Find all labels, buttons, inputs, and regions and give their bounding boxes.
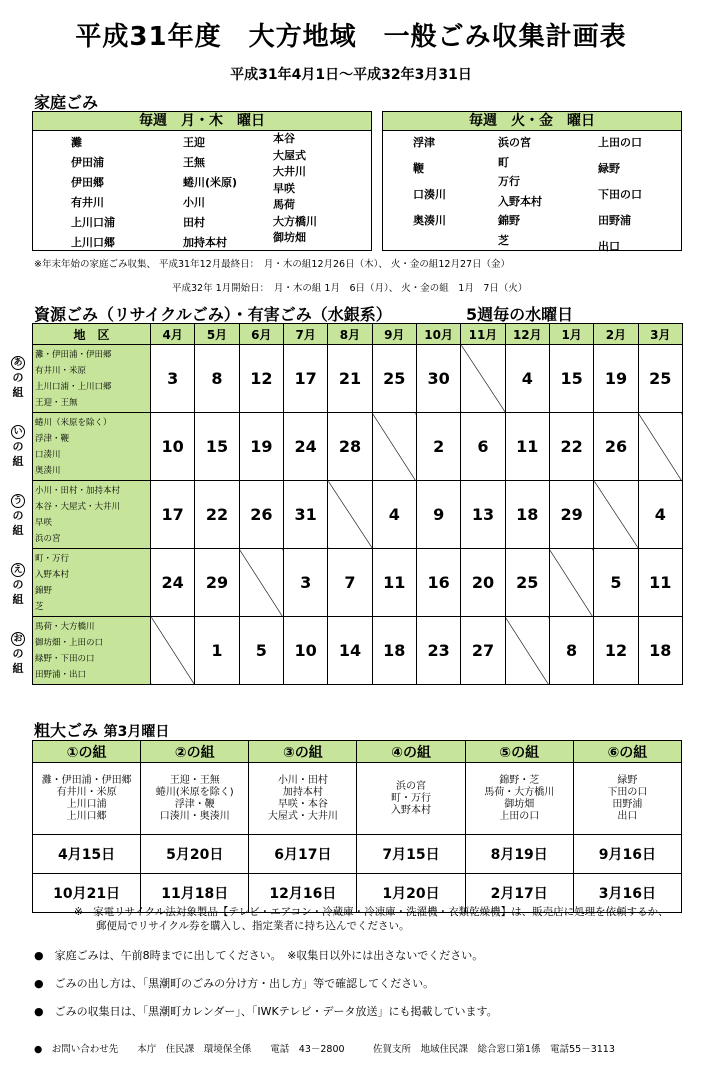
group-areas: 蜷川（米原を除く） 浮津・鞭 口湊川 奥湊川 <box>33 413 151 481</box>
area-name: 出口 <box>598 240 620 253</box>
area-name: 下田の口 <box>598 188 642 201</box>
collection-day: 9 <box>416 481 460 549</box>
collection-day: 15 <box>195 413 239 481</box>
collection-day: 1 <box>195 617 239 685</box>
area-name: 緑野 <box>598 162 620 175</box>
group-row <box>33 617 683 685</box>
area-name: 灘 <box>71 136 82 149</box>
collection-day: 14 <box>328 617 372 685</box>
collection-day: 19 <box>239 413 283 481</box>
collection-day: 26 <box>239 481 283 549</box>
month-header: 5月 <box>195 324 239 345</box>
collection-day: 2 <box>416 413 460 481</box>
collection-day <box>505 617 549 685</box>
collection-day <box>328 481 372 549</box>
area-name: 奥湊川 <box>413 214 446 227</box>
mon-thu-header: 毎週 月・木 曜日 <box>33 112 371 131</box>
collection-day: 25 <box>638 345 682 413</box>
bulky-date: 1月20日 <box>357 874 465 913</box>
month-header: 9月 <box>372 324 416 345</box>
area-name: 有井川 <box>71 196 104 209</box>
area-name: 田野浦 <box>598 214 631 227</box>
month-header: 1月 <box>549 324 593 345</box>
area-name: 大方橋川 <box>273 214 317 228</box>
bulky-group-areas: 浜の宮 町・万行 入野本村 <box>357 763 465 835</box>
area-name: 蜷川(米原) <box>183 176 238 189</box>
collection-day: 6 <box>461 413 505 481</box>
bulky-group-header: ④の組 <box>357 741 465 763</box>
period: 平成31年4月1日～平成32年3月31日 <box>230 67 472 83</box>
contact-info: ● お問い合わせ先 本庁 住民課 環境保全係 電話 43－2800 佐賀支所 地域住民課 総合窓口第1係 電話55－3113 <box>34 1044 615 1055</box>
area-name: 口湊川 <box>413 188 446 201</box>
bulky-group-areas: 錦野・芝 馬荷・大方橋川 御坊畑 上田の口 <box>465 763 573 835</box>
collection-day: 18 <box>505 481 549 549</box>
group-label: う の 組 <box>12 496 24 537</box>
group-row <box>33 345 683 413</box>
collection-day: 26 <box>594 413 638 481</box>
area-name: 加持本村 <box>183 236 227 249</box>
collection-day: 21 <box>328 345 372 413</box>
area-name: 浮津 <box>413 136 435 149</box>
collection-day: 4 <box>638 481 682 549</box>
recycle-heading: 資源ごみ（リサイクルごみ）・有害ごみ（水銀系） <box>34 305 392 324</box>
collection-day: 29 <box>549 481 593 549</box>
group-label: え の 組 <box>12 565 24 606</box>
bulky-date: 10月21日 <box>33 874 141 913</box>
bulky-date: 4月15日 <box>33 835 141 874</box>
collection-day: 17 <box>151 481 195 549</box>
group-label: い の 組 <box>12 427 24 468</box>
collection-day: 5 <box>594 549 638 617</box>
collection-day <box>638 413 682 481</box>
area-name: 町 <box>498 155 509 169</box>
area-header: 地 区 <box>33 324 151 345</box>
page-title: 平成31年度 大方地域 一般ごみ収集計画表 <box>75 22 627 52</box>
new-year-note: 平成32年 1月開始日： 月・木の組 1月 6日（月）、 火・金の組 1月 7日（火） <box>172 283 528 294</box>
month-header: 2月 <box>594 324 638 345</box>
bulky-group-header: ①の組 <box>33 741 141 763</box>
bulky-date: 11月18日 <box>141 874 249 913</box>
month-header: 4月 <box>151 324 195 345</box>
group-label: あ の 組 <box>12 358 24 399</box>
mon-thu-box <box>32 111 372 251</box>
bulky-group-areas: 小川・田村 加持本村 早咲・本谷 大屋式・大井川 <box>249 763 357 835</box>
area-name: 鞭 <box>413 162 424 175</box>
bulky-heading: 粗大ごみ 第3月曜日 <box>34 721 170 740</box>
collection-day: 19 <box>594 345 638 413</box>
area-name: 小川 <box>183 196 205 209</box>
collection-day: 18 <box>638 617 682 685</box>
tue-fri-box <box>382 111 682 251</box>
collection-day: 10 <box>283 617 327 685</box>
collection-day: 4 <box>372 481 416 549</box>
collection-day: 7 <box>328 549 372 617</box>
collection-day: 29 <box>195 549 239 617</box>
collection-day <box>151 617 195 685</box>
group-areas: 町・万行 入野本村 錦野 芝 <box>33 549 151 617</box>
bulky-group-header: ⑥の組 <box>573 741 681 763</box>
area-name: 王迎 <box>183 136 205 149</box>
recycle-table <box>32 323 683 685</box>
area-name: 御坊畑 <box>273 231 306 244</box>
collection-day: 25 <box>505 549 549 617</box>
group-areas: 小川・田村・加持本村 本谷・大屋式・大井川 早咲 浜の宮 <box>33 481 151 549</box>
bulky-date: 7月15日 <box>357 835 465 874</box>
area-name: 王無 <box>183 156 205 169</box>
appliance-note-2: 郵便局でリサイクル券を購入し、指定業者に持ち込んでください。 <box>96 920 410 932</box>
bulky-group-header: ⑤の組 <box>465 741 573 763</box>
tue-fri-header: 毎週 火・金 曜日 <box>383 112 681 131</box>
area-name: 浜の宮 <box>498 136 531 149</box>
collection-day: 13 <box>461 481 505 549</box>
bulky-date: 3月16日 <box>573 874 681 913</box>
bullet-2: ● ごみの出し方は、「黒潮町のごみの分け方・出し方」等で確認してください。 <box>34 977 435 990</box>
area-name: 上川口郷 <box>71 236 115 249</box>
bulky-date: 6月17日 <box>249 835 357 874</box>
group-areas: 馬荷・大方橋川 御坊畑・上田の口 緑野・下田の口 田野浦・出口 <box>33 617 151 685</box>
area-name: 本谷 <box>273 132 295 145</box>
collection-day: 22 <box>549 413 593 481</box>
bulky-group-areas: 王迎・王無 蜷川(米原を除く) 浮津・鞭 口湊川・奥湊川 <box>141 763 249 835</box>
group-row <box>33 549 683 617</box>
area-name: 上川口浦 <box>71 216 115 229</box>
bulky-group-header: ③の組 <box>249 741 357 763</box>
area-name: 伊田郷 <box>71 176 104 189</box>
bulky-date: 5月20日 <box>141 835 249 874</box>
area-name: 錦野 <box>498 214 520 227</box>
group-label: お の 組 <box>12 634 24 675</box>
area-name: 早咲 <box>273 181 295 195</box>
area-name: 大屋式 <box>273 148 306 162</box>
area-name: 大井川 <box>273 165 306 178</box>
collection-day <box>594 481 638 549</box>
household-heading: 家庭ごみ <box>34 93 99 112</box>
collection-day: 3 <box>283 549 327 617</box>
collection-day: 11 <box>505 413 549 481</box>
bulky-group-areas: 灘・伊田浦・伊田郷 有井川・米原 上川口浦 上川口郷 <box>33 763 141 835</box>
bullet-1: ● 家庭ごみは、午前8時までに出してください。 ※収集日以外には出さないでください。 <box>34 949 484 962</box>
area-name: 伊田浦 <box>71 156 104 169</box>
collection-day: 25 <box>372 345 416 413</box>
month-header: 3月 <box>638 324 682 345</box>
area-name: 馬荷 <box>273 198 295 211</box>
collection-day: 16 <box>416 549 460 617</box>
collection-day: 10 <box>151 413 195 481</box>
collection-day: 4 <box>505 345 549 413</box>
collection-day: 22 <box>195 481 239 549</box>
collection-day: 24 <box>151 549 195 617</box>
collection-day <box>549 549 593 617</box>
collection-day: 11 <box>372 549 416 617</box>
area-name: 入野本村 <box>498 194 542 208</box>
month-header: 11月 <box>461 324 505 345</box>
collection-day: 8 <box>549 617 593 685</box>
month-header: 6月 <box>239 324 283 345</box>
collection-day: 3 <box>151 345 195 413</box>
collection-day: 12 <box>239 345 283 413</box>
appliance-note-1: ※ 家電リサイクル法対象製品【テレビ・エアコン・冷蔵庫・冷凍庫・洗濯機・衣類乾燥機】は、販売店に処理を依頼するか、 <box>74 906 669 918</box>
collection-day: 24 <box>283 413 327 481</box>
collection-day: 5 <box>239 617 283 685</box>
year-end-note: ※年末年始の家庭ごみ収集、 平成31年12月最終日： 月・木の組12月26日（木）、 火・金の組12月27日（金） <box>34 259 511 270</box>
area-name: 芝 <box>498 233 509 247</box>
collection-day <box>239 549 283 617</box>
area-name: 田村 <box>183 216 205 229</box>
collection-day: 12 <box>594 617 638 685</box>
group-row <box>33 481 683 549</box>
bulky-date: 9月16日 <box>573 835 681 874</box>
area-name: 上田の口 <box>598 136 642 149</box>
group-areas: 灘・伊田浦・伊田郷 有井川・米原 上川口浦・上川口郷 王迎・王無 <box>33 345 151 413</box>
month-header: 10月 <box>416 324 460 345</box>
collection-day: 17 <box>283 345 327 413</box>
month-header: 8月 <box>328 324 372 345</box>
collection-day: 28 <box>328 413 372 481</box>
collection-day: 30 <box>416 345 460 413</box>
bulky-date: 12月16日 <box>249 874 357 913</box>
collection-day: 15 <box>549 345 593 413</box>
month-header: 7月 <box>283 324 327 345</box>
month-header: 12月 <box>505 324 549 345</box>
collection-day: 8 <box>195 345 239 413</box>
collection-day: 20 <box>461 549 505 617</box>
collection-day: 31 <box>283 481 327 549</box>
bulky-table <box>32 740 682 913</box>
bulky-date: 8月19日 <box>465 835 573 874</box>
collection-day: 18 <box>372 617 416 685</box>
collection-day <box>372 413 416 481</box>
group-row <box>33 413 683 481</box>
bulky-group-areas: 緑野 下田の口 田野浦 出口 <box>573 763 681 835</box>
collection-day: 23 <box>416 617 460 685</box>
recycle-subheading: 5週毎の水曜日 <box>466 305 574 324</box>
bulky-group-header: ②の組 <box>141 741 249 763</box>
collection-day <box>461 345 505 413</box>
bullet-3: ● ごみの収集日は、「黒潮町カレンダー」、「IWKテレビ・データ放送」にも掲載しています。 <box>34 1005 498 1018</box>
collection-day: 11 <box>638 549 682 617</box>
bulky-date: 2月17日 <box>465 874 573 913</box>
area-name: 万行 <box>498 175 520 188</box>
collection-day: 27 <box>461 617 505 685</box>
